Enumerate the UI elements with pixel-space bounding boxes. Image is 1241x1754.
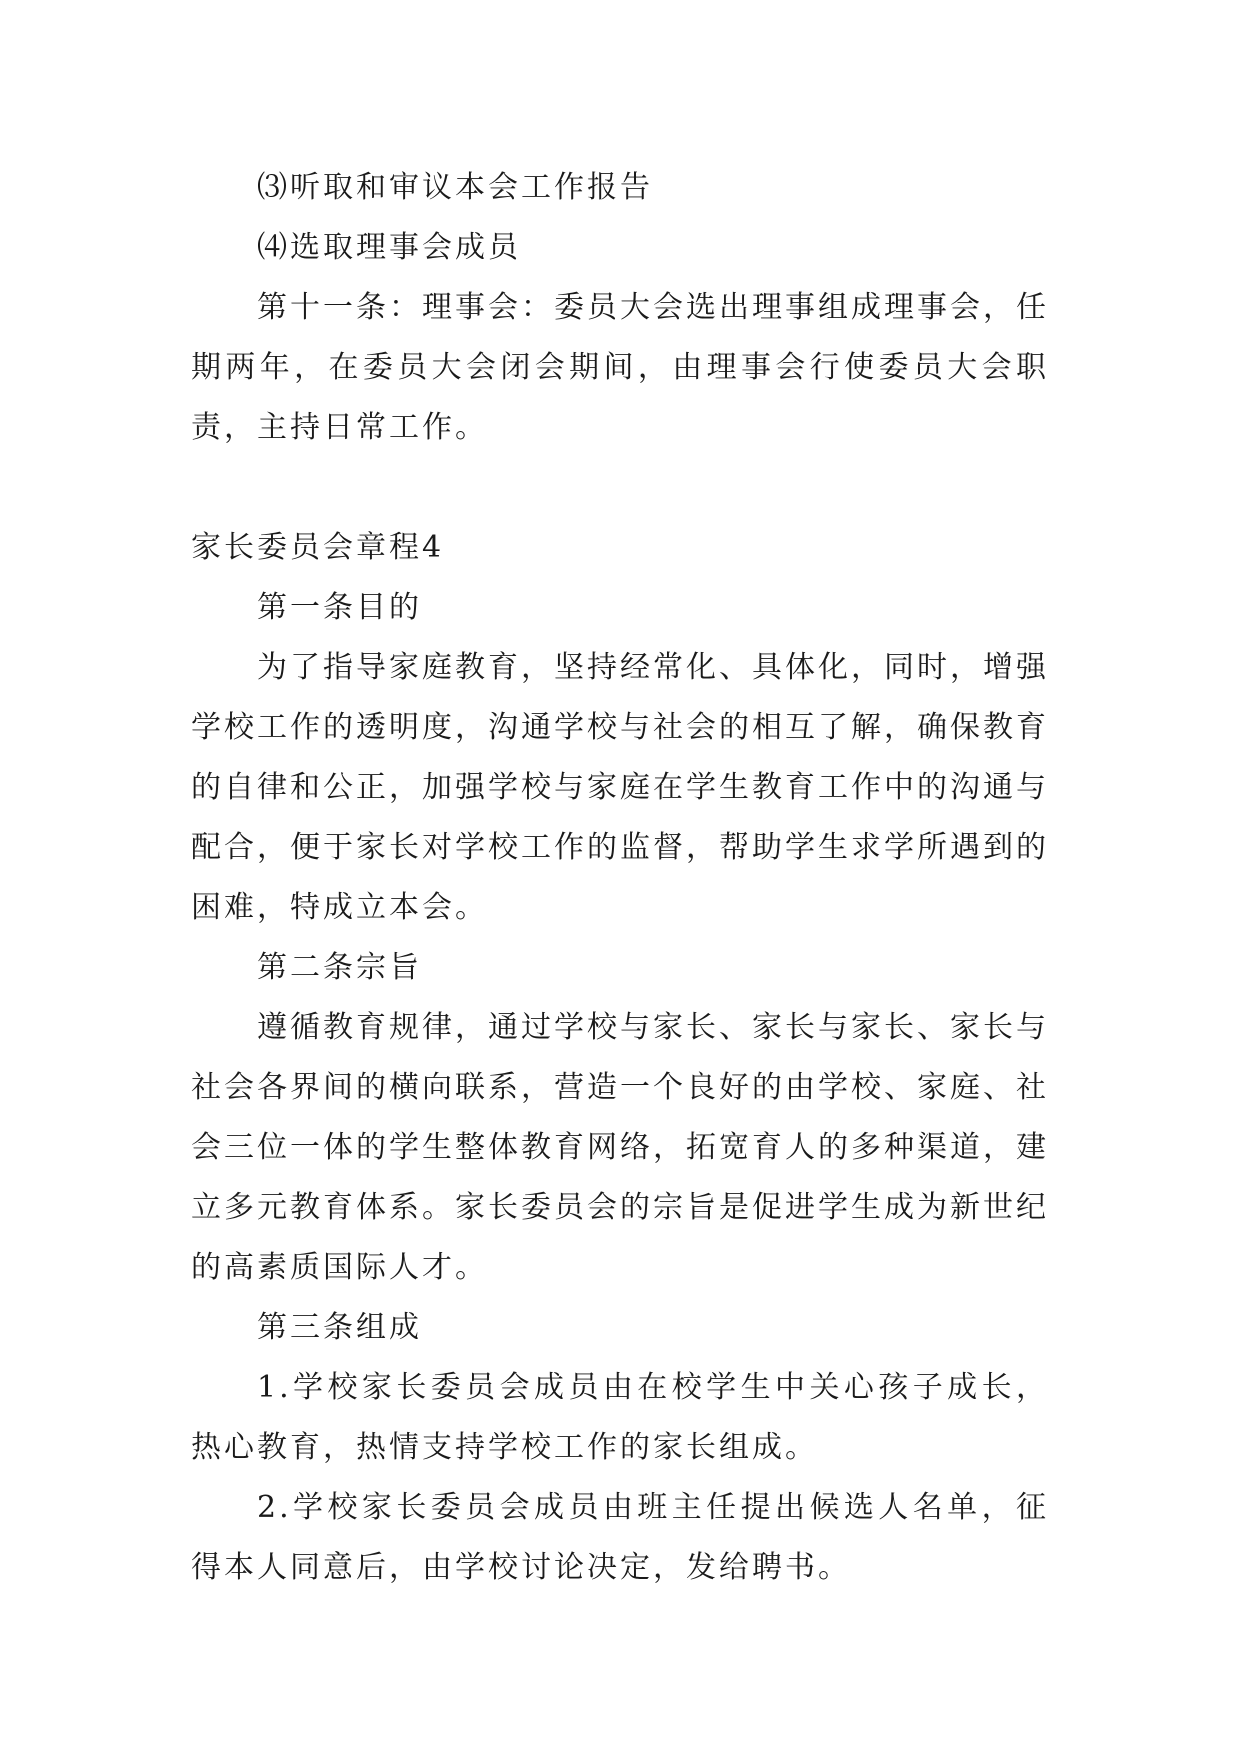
list-item-4: ⑷选取理事会成员 bbox=[257, 230, 521, 265]
article-2-heading: 第二条宗旨 bbox=[257, 950, 422, 985]
article-2-body: 遵循教育规律，通过学校与家长、家长与家长、家长与社会各界间的横向联系，营造一个良好的由学校、家庭、社会三位一体的学生整体教育网络，拓宽育人的多种渠道，建立多元教育体系。家长委员会的宗旨是促进学生成为新世纪的高素质国际人才。 bbox=[191, 1010, 1049, 1285]
article-11-paragraph: 第十一条：理事会：委员大会选出理事组成理事会，任期两年，在委员大会闭会期间，由理事会行使委员大会职责，主持日常工作。 bbox=[191, 290, 1049, 445]
list-item-3: ⑶听取和审议本会工作报告 bbox=[257, 170, 653, 205]
article-3-item-2: 2.学校家长委员会成员由班主任提出候选人名单，征得本人同意后，由学校讨论决定，发给聘书。 bbox=[191, 1490, 1049, 1585]
article-1-body: 为了指导家庭教育，坚持经常化、具体化，同时，增强学校工作的透明度，沟通学校与社会的相互了解，确保教育的自律和公正，加强学校与家庭在学生教育工作中的沟通与配合，便于家长对学校工作的监督，帮助学生求学所遇到的困难，特成立本会。 bbox=[191, 650, 1049, 925]
article-3-heading: 第三条组成 bbox=[257, 1310, 422, 1345]
article-1-heading: 第一条目的 bbox=[257, 590, 422, 625]
section-gap bbox=[191, 458, 1049, 518]
document-body bbox=[191, 158, 1049, 1598]
article-3-item-1: 1.学校家长委员会成员由在校学生中关心孩子成长，热心教育，热情支持学校工作的家长组成。 bbox=[191, 1370, 1049, 1465]
section-title: 家长委员会章程4 bbox=[191, 530, 445, 565]
